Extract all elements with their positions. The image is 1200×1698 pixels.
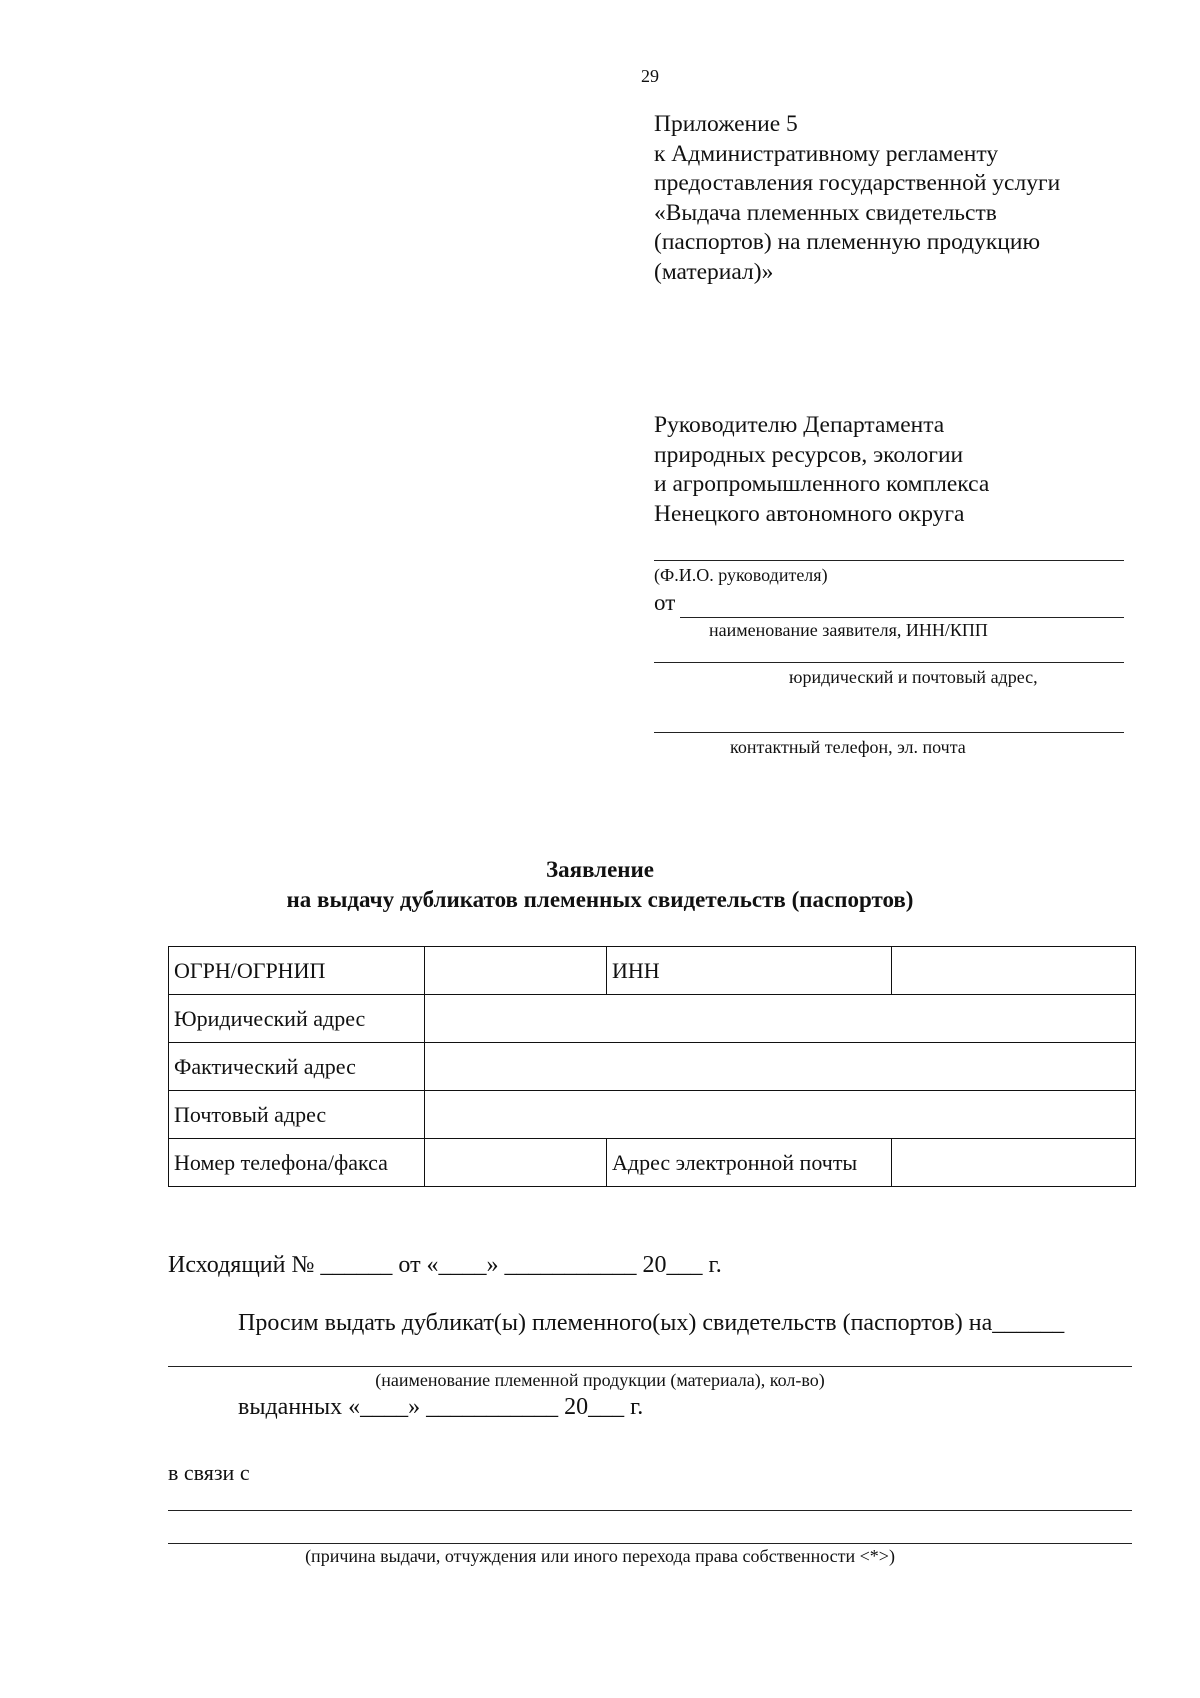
actual-address-value-cell[interactable]	[425, 1043, 1136, 1091]
product-caption: (наименование племенной продукции (материала), кол-во)	[375, 1370, 825, 1390]
document-title: Заявление	[545, 857, 655, 882]
table-row	[169, 1043, 1136, 1091]
reason-caption: (причина выдачи, отчуждения или иного перехода права собственности <*>)	[305, 1546, 895, 1566]
appendix-line: (паспортов) на племенную продукцию	[654, 229, 1041, 255]
appendix-line: (материал)»	[654, 258, 774, 285]
issued-date-line: выданных «____» ___________ 20___ г.	[238, 1394, 644, 1420]
phone-label: Номер телефона/факса	[169, 1139, 425, 1187]
legal-address-value-cell[interactable]	[425, 995, 1136, 1043]
appendix-line: к Административному регламенту	[654, 140, 999, 167]
outgoing-number-line: Исходящий № ______ от «____» ___________ 20___ г.	[168, 1252, 722, 1278]
phone-value-cell[interactable]	[425, 1139, 607, 1187]
contact-caption: контактный телефон, эл. почта	[730, 737, 966, 757]
product-line[interactable]	[168, 1366, 1132, 1367]
table-row	[169, 1139, 1136, 1187]
address-line[interactable]	[654, 662, 1124, 663]
table-row	[169, 1091, 1136, 1139]
head-name-line[interactable]	[654, 560, 1124, 561]
address-caption: юридический и почтовый адрес,	[789, 667, 1038, 687]
reason-line[interactable]	[168, 1543, 1132, 1544]
legal-address-label: Юридический адрес	[169, 995, 425, 1043]
inn-value-cell[interactable]	[892, 947, 1136, 995]
table-row	[169, 947, 1136, 995]
inn-label: ИНН	[607, 947, 892, 995]
email-label: Адрес электронной почты	[607, 1139, 892, 1187]
appendix-line: «Выдача племенных свидетельств	[654, 199, 997, 226]
ogrn-label: ОГРН/ОГРНИП	[169, 947, 425, 995]
ogrn-value-cell[interactable]	[425, 947, 607, 995]
table-row	[169, 995, 1136, 1043]
appendix-line: Приложение 5	[654, 111, 798, 137]
reason-label: в связи с	[168, 1460, 250, 1485]
addressee-line: природных ресурсов, экологии	[654, 441, 964, 468]
addressee-line: Руководителю Департамента	[654, 412, 945, 438]
request-text: Просим выдать дубликат(ы) племенного(ых) свидетельств (паспортов) на______	[238, 1310, 1065, 1336]
applicant-line[interactable]	[680, 617, 1124, 618]
appendix-block	[654, 110, 1060, 287]
reason-line[interactable]	[168, 1510, 1132, 1511]
page-number: 29	[641, 66, 659, 86]
head-name-caption: (Ф.И.О. руководителя)	[654, 565, 828, 585]
addressee-line: Ненецкого автономного округа	[654, 500, 965, 527]
applicant-info-table	[168, 946, 1136, 1187]
actual-address-label: Фактический адрес	[169, 1043, 425, 1091]
appendix-line: предоставления государственной услуги	[654, 170, 1061, 196]
applicant-caption: наименование заявителя, ИНН/КПП	[709, 620, 988, 640]
postal-address-value-cell[interactable]	[425, 1091, 1136, 1139]
contact-line[interactable]	[654, 732, 1124, 733]
document-subtitle: на выдачу дубликатов племенных свидетельств (паспортов)	[286, 887, 914, 912]
addressee-line: и агропромышленного комплекса	[654, 471, 990, 497]
email-value-cell[interactable]	[892, 1139, 1136, 1187]
postal-address-label: Почтовый адрес	[169, 1091, 425, 1139]
addressee-block	[654, 411, 989, 529]
from-label: от	[654, 590, 676, 615]
